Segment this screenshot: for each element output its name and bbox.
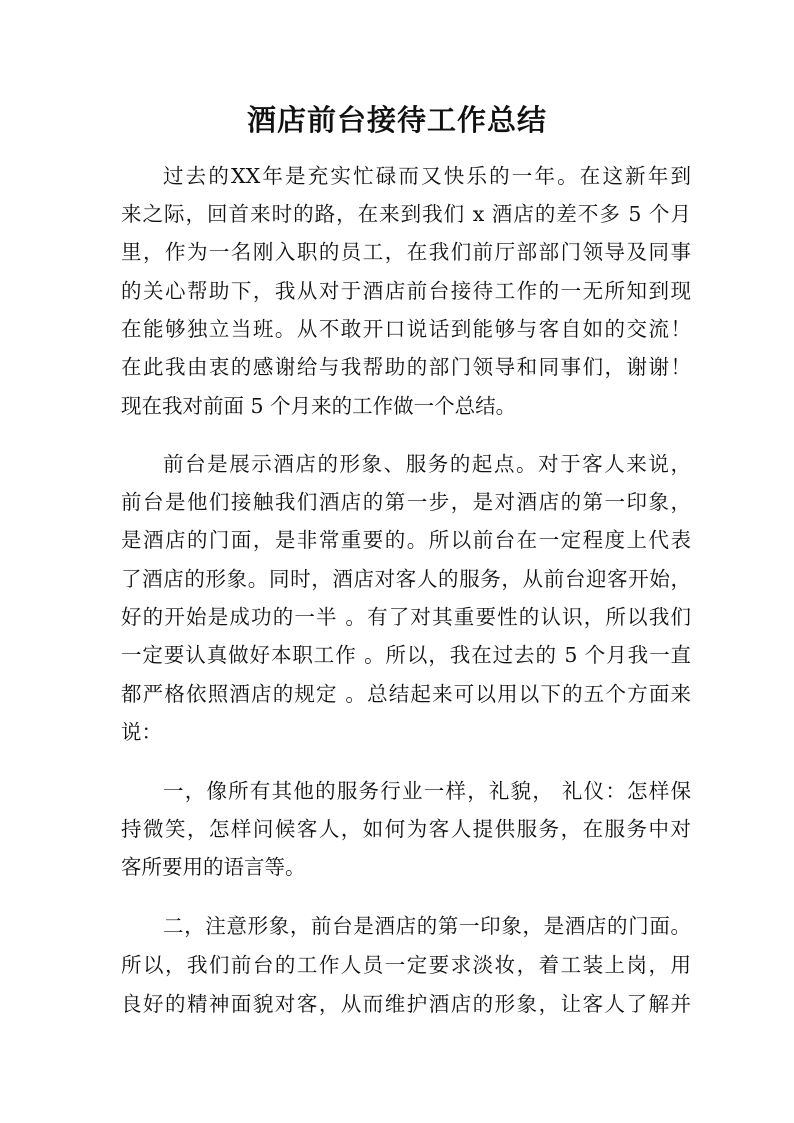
paragraph-line: 了酒店的形象。同时，酒店对客人的服务，从前台迎客开始， — [121, 567, 691, 591]
paragraph-line: 前台是展示酒店的形象、服务的起点。对于客人来说， — [163, 452, 691, 476]
paragraph-line: 二，注意形象，前台是酒店的第一印象，是酒店的门面。 — [163, 914, 691, 938]
paragraph-line: 良好的精神面貌对客，从而维护酒店的形象，让客人了解并 — [121, 992, 691, 1016]
paragraph-line: 一定要认真做好本职工作 。所以，我在过去的 5 个月我一直 — [121, 643, 691, 667]
paragraph-line: 在此我由衷的感谢给与我帮助的部门领导和同事们，谢谢！ — [121, 355, 691, 379]
paragraph-line: 里，作为一名刚入职的员工，在我们前厅部部门领导及同事 — [121, 240, 691, 264]
paragraph-line: 前台是他们接触我们酒店的第一步，是对酒店的第一印象， — [121, 490, 691, 514]
paragraph-line: 过去的XX年是充实忙碌而又快乐的一年。在这新年到 — [163, 164, 691, 188]
paragraph-line: 来之际，回首来时的路，在来到我们 x 酒店的差不多 5 个月 — [121, 202, 691, 226]
paragraph-line: 是酒店的门面，是非常重要的。所以前台在一定程度上代表 — [121, 528, 691, 552]
document-title: 酒店前台接待工作总结 — [246, 103, 547, 137]
paragraph-line: 现在我对前面 5 个月来的工作做一个总结。 — [121, 394, 517, 418]
paragraph-line: 都严格依照酒店的规定 。总结起来可以用以下的五个方面来 — [121, 682, 691, 706]
paragraph-line: 所以，我们前台的工作人员一定要求淡妆，着工装上岗，用 — [121, 953, 691, 977]
paragraph-line: 客所要用的语言等。 — [121, 855, 306, 879]
paragraph-line: 持微笑，怎样问候客人，如何为客人提供服务，在服务中对 — [121, 817, 691, 841]
paragraph-line: 说： — [121, 720, 162, 744]
paragraph-line: 好的开始是成功的一半 。有了对其重要性的认识，所以我们 — [121, 605, 691, 629]
paragraph-line: 一，像所有其他的服务行业一样，礼貌， 礼仪：怎样保 — [163, 779, 691, 803]
paragraph-line: 的关心帮助下，我从对于酒店前台接待工作的一无所知到现 — [121, 279, 691, 303]
paragraph-line: 在能够独立当班。从不敢开口说话到能够与客自如的交流！ — [121, 317, 691, 341]
